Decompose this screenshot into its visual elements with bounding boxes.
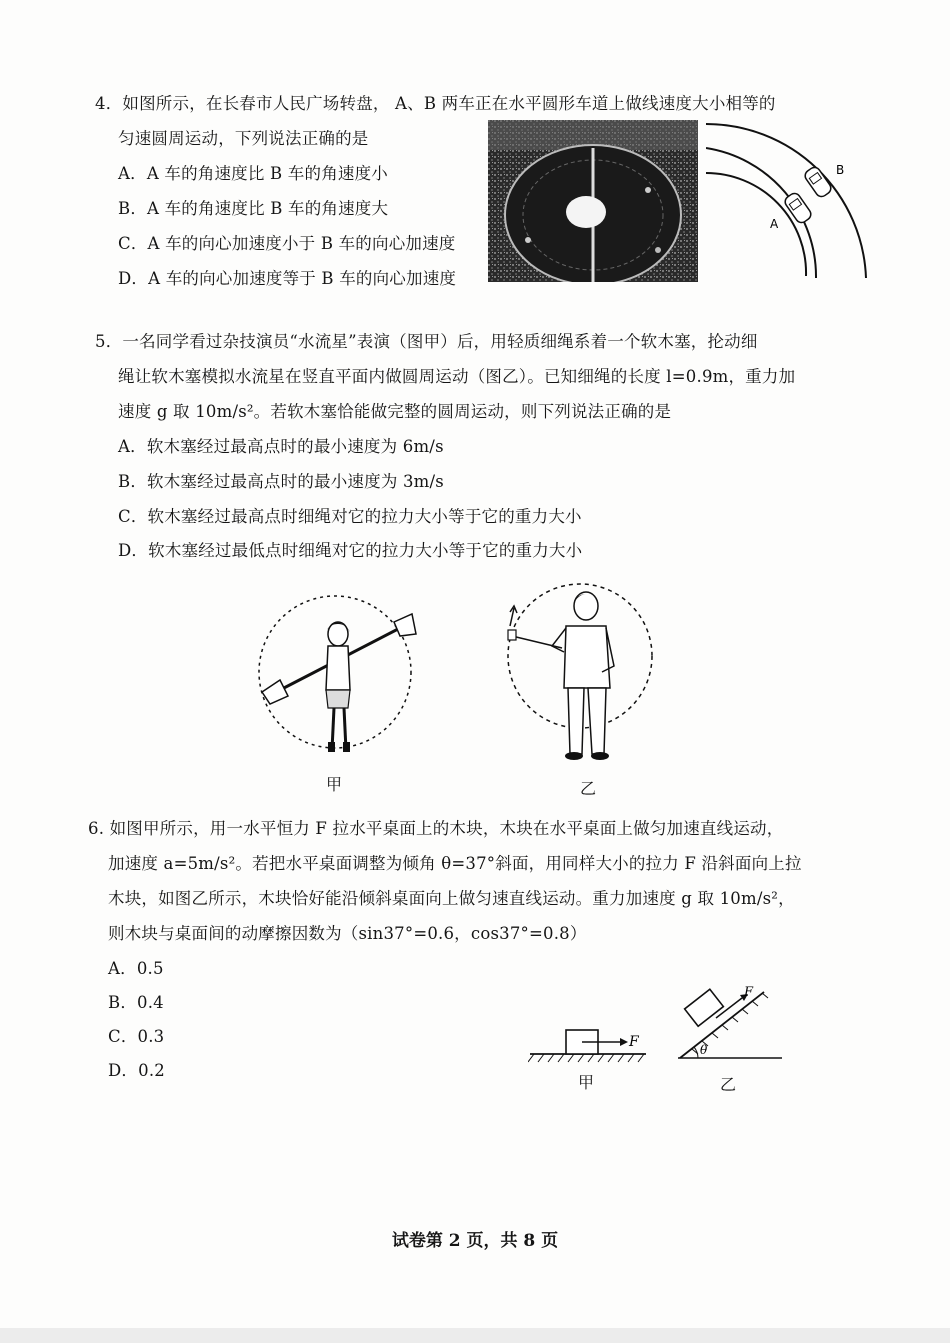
label-b: B (836, 163, 845, 177)
q4-stem-line2: 匀速圆周运动，下列说法正确的是 (118, 129, 369, 148)
q4-option-d: D．A 车的向心加速度等于 B 车的向心加速度 (118, 269, 457, 288)
incline-force-label-f: F (744, 985, 754, 1000)
q5-stem-line3: 速度 g 取 10m/s²。若软木塞恰能做完整的圆周运动，则下列说法正确的是 (118, 402, 672, 421)
q5-caption-jia: 甲 (326, 775, 343, 794)
q5-stem-line2: 绳让软木塞模拟水流星在竖直平面内做圆周运动（图乙）。已知细绳的长度 l=0.9m，重力加 (118, 367, 796, 386)
q5-stem-line1: 5．一名同学看过杂技演员“水流星”表演（图甲）后，用轻质细绳系着一个软木塞，抡动细 (95, 332, 758, 351)
q6-incline-block-figure (668, 982, 786, 1066)
scan-bottom-strip (0, 1328, 950, 1343)
q4-stem-line1: 4．如图所示，在长春市人民广场转盘， A、B 两车正在水平圆形车道上做线速度大小相等的 (95, 94, 776, 113)
q4-track-diagram (706, 118, 871, 283)
q6-stem-line4: 则木块与桌面间的动摩擦因数为（sin37°=0.6，cos37°=0.8） (108, 924, 587, 943)
q5-option-c: C．软木塞经过最高点时细绳对它的拉力大小等于它的重力大小 (118, 507, 582, 526)
page-footer: 试卷第 2 页，共 8 页 (391, 1231, 559, 1251)
q4-option-b: B．A 车的角速度比 B 车的角速度大 (118, 199, 389, 218)
q5-option-b: B．软木塞经过最高点时的最小速度为 3m/s (118, 472, 444, 491)
q6-option-b: B．0.4 (108, 993, 164, 1012)
q6-option-d: D．0.2 (108, 1061, 165, 1080)
q5-student-figure (498, 576, 658, 766)
q6-option-c: C．0.3 (108, 1027, 165, 1046)
q4-option-c: C．A 车的向心加速度小于 B 车的向心加速度 (118, 234, 456, 253)
q5-option-a: A．软木塞经过最高点时的最小速度为 6m/s (118, 437, 444, 456)
car-b (803, 165, 833, 199)
angle-label-theta: θ (700, 1043, 708, 1057)
q6-stem-line3: 木块，如图乙所示，木块恰好能沿倾斜桌面向上做匀速直线运动。重力加速度 g 取 10m/s²， (108, 889, 795, 908)
label-a: A (770, 217, 779, 231)
q6-caption-jia: 甲 (578, 1073, 595, 1092)
q5-performer-figure (250, 582, 420, 762)
q4-option-a: A．A 车的角速度比 B 车的角速度小 (118, 164, 388, 183)
q6-horizontal-block-figure (528, 1022, 650, 1072)
q5-caption-yi: 乙 (580, 779, 597, 798)
q5-option-d: D．软木塞经过最低点时细绳对它的拉力大小等于它的重力大小 (118, 541, 583, 560)
q6-option-a: A．0.5 (108, 959, 164, 978)
q6-stem-line1: 6. 如图甲所示，用一水平恒力 F 拉水平桌面上的木块，木块在水平桌面上做匀加速直线运动， (88, 819, 784, 838)
q6-stem-line2: 加速度 a=5m/s²。若把水平桌面调整为倾角 θ=37°斜面，用同样大小的拉力 F 沿斜面向上拉 (108, 854, 802, 873)
q6-caption-yi: 乙 (720, 1075, 737, 1094)
force-label-f: F (629, 1034, 639, 1050)
q4-roundabout-photo (488, 120, 698, 282)
